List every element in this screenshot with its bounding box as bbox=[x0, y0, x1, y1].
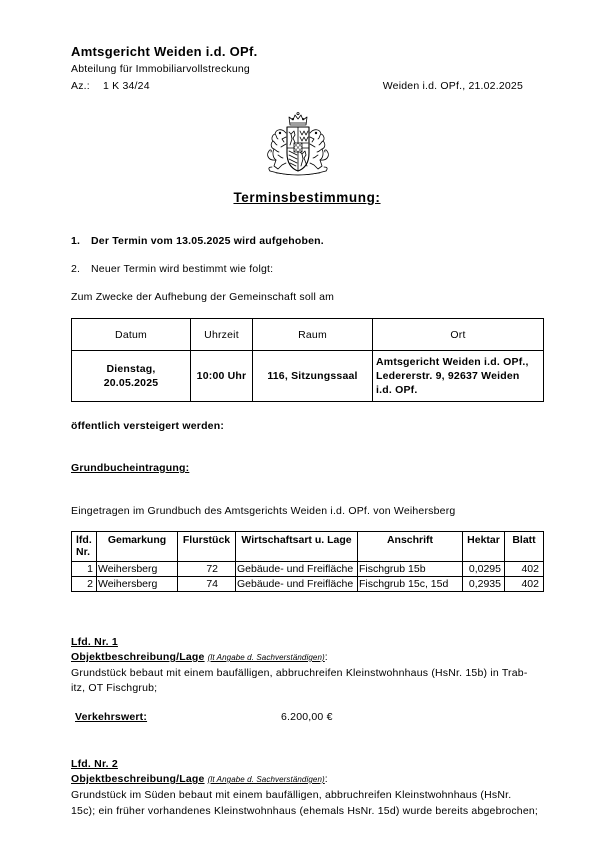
appointment-date-value: 20.05.2025 bbox=[103, 377, 159, 389]
header-date: Datum bbox=[72, 319, 191, 351]
header-time: Uhrzeit bbox=[191, 319, 253, 351]
table-row bbox=[72, 577, 544, 592]
column-lfd: lfd. Nr. bbox=[72, 532, 97, 562]
column-wirtschaftsart: Wirtschaftsart u. Lage bbox=[236, 532, 358, 562]
property-2-heading: Lfd. Nr. 2 bbox=[71, 758, 118, 770]
column-hektar: Hektar bbox=[463, 532, 505, 562]
land-register-intro: Eingetragen im Grundbuch des Amtsgerichts Weiden i.d. OPf. von Weihersberg bbox=[71, 505, 456, 517]
cell-blatt: 402 bbox=[505, 577, 544, 592]
cell-hektar: 0,2935 bbox=[463, 577, 505, 592]
appointment-header-row bbox=[72, 319, 544, 351]
header-place: Ort bbox=[373, 319, 544, 351]
appointment-row bbox=[72, 351, 544, 402]
case-number-label: Az.: bbox=[71, 80, 90, 92]
property-1-description-line: itz, OT Fischgrub; bbox=[71, 682, 158, 694]
column-blatt: Blatt bbox=[505, 532, 544, 562]
property-1-description-line: Grundstück bebaut mit einem baufälligen, abbruchreifen Kleinstwohnhaus (HsNr. 15b) in Trab- bbox=[71, 667, 528, 679]
description-colon: : bbox=[324, 651, 328, 663]
appointment-table bbox=[71, 318, 544, 402]
place-line: Ledererstr. 9, 92637 Weiden bbox=[376, 370, 520, 382]
appointment-date bbox=[72, 351, 191, 402]
intro-text: Zum Zwecke der Aufhebung der Gemeinschaft soll am bbox=[71, 291, 335, 303]
place-line: i.d. OPf. bbox=[376, 384, 418, 396]
item-1-number: 1. bbox=[71, 235, 81, 247]
cell-lfd: 2 bbox=[72, 577, 97, 592]
item-2-text: Neuer Termin wird bestimmt wie folgt: bbox=[91, 263, 274, 275]
property-2-description-line: Grundstück im Süden bebaut mit einem baufälligen, abbruchreifen Kleinstwohnhaus (HsNr. bbox=[71, 789, 512, 801]
coat-of-arms-icon bbox=[262, 111, 334, 179]
description-source: (lt Angabe d. Sachverständigen) bbox=[207, 775, 325, 784]
property-1-description-label bbox=[71, 651, 328, 664]
cell-wirtschaftsart: Gebäude- und Freifläche bbox=[236, 562, 358, 577]
appointment-weekday: Dienstag, bbox=[106, 363, 156, 375]
market-value-label: Verkehrswert: bbox=[75, 711, 148, 723]
court-name: Amtsgericht Weiden i.d. OPf. bbox=[71, 44, 258, 59]
department-name: Abteilung für Immobiliarvollstreckung bbox=[71, 63, 250, 75]
market-value: 6.200,00 € bbox=[281, 711, 333, 723]
cell-blatt: 402 bbox=[505, 562, 544, 577]
land-register-header-row bbox=[72, 532, 544, 562]
description-label: Objektbeschreibung/Lage bbox=[71, 651, 205, 663]
appointment-room: 116, Sitzungssaal bbox=[253, 351, 373, 402]
cell-wirtschaftsart: Gebäude- und Freifläche bbox=[236, 577, 358, 592]
property-2-description-label bbox=[71, 773, 328, 786]
auction-note: öffentlich versteigert werden: bbox=[71, 420, 225, 432]
land-register-heading: Grundbucheintragung: bbox=[71, 462, 190, 474]
header-room: Raum bbox=[253, 319, 373, 351]
cell-hektar: 0,0295 bbox=[463, 562, 505, 577]
description-source: (lt Angabe d. Sachverständigen) bbox=[207, 653, 325, 662]
description-colon: : bbox=[324, 773, 328, 785]
table-row bbox=[72, 562, 544, 577]
appointment-place bbox=[373, 351, 544, 402]
cell-anschrift: Fischgrub 15b bbox=[358, 562, 463, 577]
cell-gemarkung: Weihersberg bbox=[97, 562, 178, 577]
cell-lfd: 1 bbox=[72, 562, 97, 577]
cell-anschrift: Fischgrub 15c, 15d bbox=[358, 577, 463, 592]
cell-flurstueck: 72 bbox=[178, 562, 236, 577]
cell-flurstueck: 74 bbox=[178, 577, 236, 592]
cell-gemarkung: Weihersberg bbox=[97, 577, 178, 592]
page-title: Terminsbestimmung: bbox=[233, 190, 381, 205]
property-1-heading: Lfd. Nr. 1 bbox=[71, 636, 118, 648]
property-2-description-line: 15c); ein früher vorhandenes Kleinstwohnhaus (ehemals HsNr. 15d) wurde bereits abgebrochen; bbox=[71, 805, 539, 817]
item-1-text: Der Termin vom 13.05.2025 wird aufgehoben. bbox=[91, 235, 324, 247]
column-gemarkung: Gemarkung bbox=[97, 532, 178, 562]
place-date: Weiden i.d. OPf., 21.02.2025 bbox=[382, 80, 523, 92]
column-flurstueck: Flurstück bbox=[178, 532, 236, 562]
case-number-value: 1 K 34/24 bbox=[103, 80, 150, 92]
item-2-number: 2. bbox=[71, 263, 81, 275]
land-register-table bbox=[71, 531, 544, 592]
appointment-time: 10:00 Uhr bbox=[191, 351, 253, 402]
description-label: Objektbeschreibung/Lage bbox=[71, 773, 205, 785]
place-line: Amtsgericht Weiden i.d. OPf., bbox=[376, 356, 529, 368]
column-anschrift: Anschrift bbox=[358, 532, 463, 562]
